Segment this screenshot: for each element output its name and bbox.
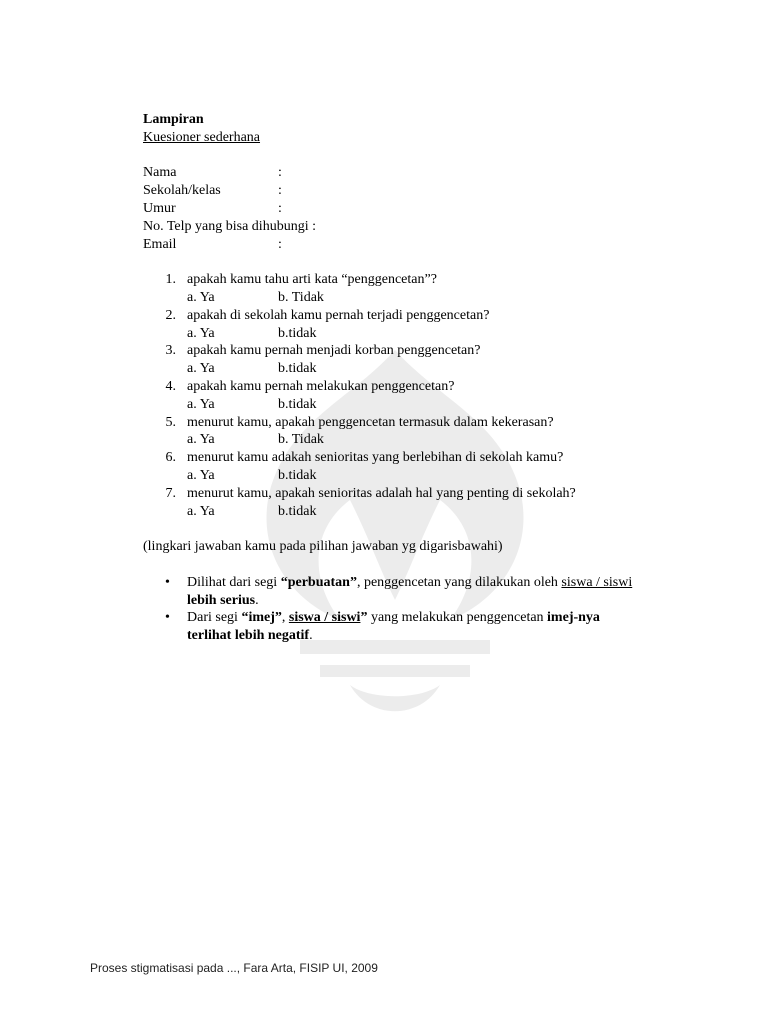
field-label: Email (143, 236, 177, 252)
text-run-bold: “perbuatan” (280, 574, 357, 590)
question-number: 7. (165, 485, 176, 501)
answer-options (143, 503, 643, 521)
answer-option-a: a. Ya (187, 361, 215, 377)
answer-option-a: a. Ya (187, 503, 215, 519)
answer-option-b: b. Tidak (278, 432, 324, 448)
question-item (143, 271, 643, 289)
question-text: apakah di sekolah kamu pernah terjadi penggencetan? (187, 307, 490, 323)
answer-options (143, 431, 643, 449)
bullet-icon: • (165, 574, 170, 590)
field-colon: : (278, 200, 282, 216)
text-run: Dari segi (187, 610, 242, 626)
answer-options (143, 289, 643, 307)
bullet-item (143, 609, 643, 645)
answer-option-a: a. Ya (187, 325, 215, 341)
question-number: 1. (165, 272, 176, 288)
answer-option-b: b.tidak (278, 325, 317, 341)
answer-option-b: b.tidak (278, 361, 317, 377)
question-number: 6. (165, 450, 176, 466)
document-subtitle: Kuesioner sederhana (143, 129, 261, 145)
question-item (143, 449, 643, 467)
answer-option-a: a. Ya (187, 432, 215, 448)
answer-option-a: a. Ya (187, 396, 215, 412)
answer-options (143, 325, 643, 343)
question-item (143, 378, 643, 396)
question-text: menurut kamu adakah senioritas yang berlebihan di sekolah kamu? (187, 450, 564, 466)
question-text: apakah kamu tahu arti kata “penggencetan”? (187, 272, 437, 288)
text-run: . (255, 592, 259, 608)
answer-option-b: b.tidak (278, 467, 317, 483)
form-row-nama (143, 164, 643, 182)
answer-option-b: b.tidak (278, 396, 317, 412)
question-text: apakah kamu pernah menjadi korban penggencetan? (187, 343, 481, 359)
text-run-bold: ” (360, 610, 368, 626)
form-row-email (143, 236, 643, 254)
document-title: Lampiran (143, 112, 204, 127)
form-row-telp (143, 218, 643, 236)
question-number: 3. (165, 343, 176, 359)
answer-options (143, 360, 643, 378)
field-label: Nama (143, 165, 177, 181)
question-text: menurut kamu, apakah senioritas adalah hal yang penting di sekolah? (187, 485, 576, 501)
question-item (143, 485, 643, 503)
field-label: Sekolah/kelas (143, 183, 221, 199)
question-item (143, 307, 643, 325)
answer-option-a: a. Ya (187, 289, 215, 305)
question-text: apakah kamu pernah melakukan penggencetan? (187, 378, 455, 394)
document-body (143, 111, 643, 645)
text-run-underlined: siswa / siswi (561, 574, 633, 590)
instruction-text: (lingkari jawaban kamu pada pilihan jawaban yg digarisbawahi) (143, 539, 503, 555)
answer-options (143, 467, 643, 485)
answer-options (143, 396, 643, 414)
bullet-text (187, 574, 637, 610)
field-colon: : (278, 165, 282, 181)
field-colon: : (278, 183, 282, 199)
text-run: Dilihat dari segi (187, 574, 281, 590)
question-number: 4. (165, 378, 176, 394)
text-run-bold: imej-nya terlihat lebih negatif (187, 610, 600, 644)
question-number: 5. (165, 414, 176, 430)
question-text: menurut kamu, apakah penggencetan termasuk dalam kekerasan? (187, 414, 554, 430)
text-run: , penggencetan yang dilakukan oleh (356, 574, 562, 590)
question-number: 2. (165, 307, 176, 323)
bullet-icon: • (165, 610, 170, 626)
field-colon: : (278, 236, 282, 252)
text-run-bold-underlined: siswa / siswi (288, 610, 361, 626)
form-row-umur (143, 200, 643, 218)
question-item (143, 414, 643, 432)
answer-option-b: b.tidak (278, 503, 317, 519)
answer-option-a: a. Ya (187, 467, 215, 483)
text-run: , (281, 610, 289, 626)
text-run-bold: lebih serius (187, 592, 256, 608)
text-run: . (309, 628, 313, 644)
text-run: yang melakukan penggencetan (367, 610, 548, 626)
bullet-text (187, 609, 637, 645)
bullet-list (143, 574, 643, 645)
form-row-sekolah-kelas (143, 182, 643, 200)
respondent-form (143, 164, 643, 253)
field-label: Umur (143, 200, 176, 216)
text-run-bold: “imej” (241, 610, 282, 626)
question-item (143, 342, 643, 360)
answer-option-b: b. Tidak (278, 289, 324, 305)
question-list (143, 271, 643, 520)
page-footer: Proses stigmatisasi pada ..., Fara Arta, FISIP UI, 2009 (90, 961, 378, 975)
bullet-item (143, 574, 643, 610)
field-label: No. Telp yang bisa dihubungi : (143, 218, 316, 234)
